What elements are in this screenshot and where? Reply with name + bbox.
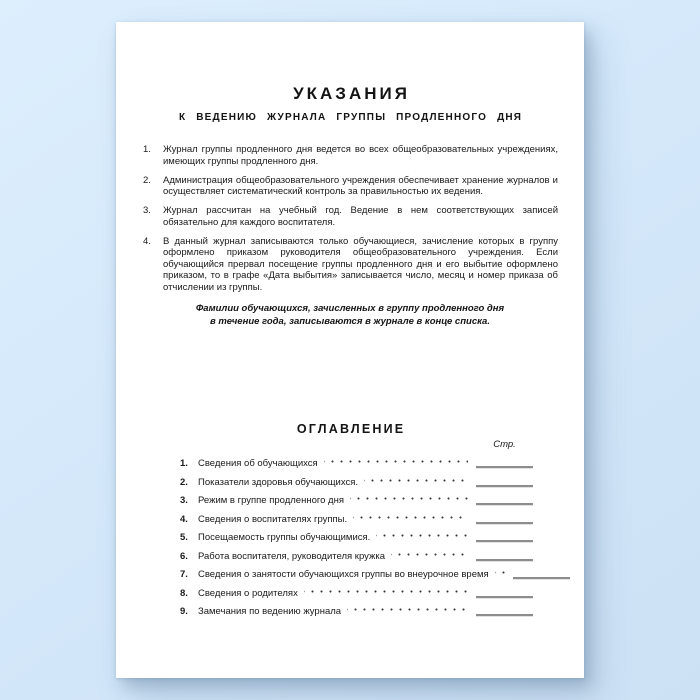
instruction-text: Администрация общеобразовательного учреждения обеспечивает хранение журналов и осуществляет систематический контроль за правильностью их ведения.	[163, 174, 558, 197]
instruction-number: 2.	[143, 174, 151, 186]
toc-item-number: 1.	[180, 458, 188, 469]
dotted-leader	[376, 531, 468, 540]
toc-item-label: Сведения о занятости обучающихся группы во внеурочное время	[198, 569, 489, 580]
toc-item-label: Сведения о воспитателях группы.	[198, 513, 348, 525]
toc-row	[180, 494, 533, 513]
toc-row	[180, 531, 533, 550]
dotted-leader	[391, 550, 468, 559]
enrollment-note	[116, 303, 584, 328]
toc-item-label: Сведения о родителях	[198, 587, 298, 599]
page-title: УКАЗАНИЯ	[293, 84, 410, 103]
instruction-number: 3.	[143, 205, 151, 216]
instruction-item	[143, 175, 558, 198]
instruction-item	[143, 236, 558, 294]
toc-row	[180, 587, 533, 606]
toc-row	[180, 513, 533, 532]
toc-item-number: 4.	[180, 513, 188, 525]
page-number-line	[476, 595, 533, 598]
document-page	[116, 22, 584, 678]
toc-item-label: Замечания по ведению журнала	[198, 606, 342, 617]
toc-item-number: 5.	[180, 532, 188, 543]
page-number-line	[476, 484, 533, 487]
instruction-item	[143, 205, 558, 228]
page-number-line	[476, 465, 533, 468]
toc-row	[180, 476, 533, 495]
page-number-line	[476, 558, 533, 561]
toc-row	[180, 568, 533, 587]
page-number-line	[476, 613, 533, 616]
toc-item-number: 3.	[180, 495, 188, 506]
toc-item-label: Режим в группе продленного дня	[198, 495, 344, 506]
page-number-line	[476, 521, 533, 524]
toc-item-label: Показатели здоровья обучающихся.	[198, 476, 359, 488]
instructions-list	[143, 144, 558, 293]
dotted-leader	[347, 605, 468, 614]
instruction-item	[143, 144, 558, 167]
toc-row	[180, 457, 533, 476]
dotted-leader	[353, 513, 468, 522]
page-number-line	[513, 576, 570, 579]
page-subtitle: К ВЕДЕНИЮ ЖУРНАЛА ГРУППЫ ПРОДЛЕННОГО ДНЯ	[178, 112, 523, 123]
instruction-text: Журнал рассчитан на учебный год. Ведение в нем соответствующих записей обязательно для каждого воспитателя.	[163, 205, 558, 228]
toc-page-column-row	[116, 439, 584, 451]
toc-list	[116, 457, 584, 624]
toc-heading: ОГЛАВЛЕНИЕ	[296, 422, 406, 436]
page-number-line	[476, 539, 533, 542]
toc-item-label: Посещаемость группы обучающимися.	[198, 532, 371, 543]
toc-item-number: 9.	[180, 606, 188, 617]
instruction-text: Журнал группы продленного дня ведется во всех общеобразовательных учреждениях, имеющих группы продленного дня.	[163, 144, 558, 167]
dotted-leader	[350, 494, 468, 503]
instruction-number: 4.	[143, 235, 151, 247]
dotted-leader	[495, 568, 505, 577]
toc-item-number: 6.	[180, 550, 188, 562]
toc-item-label: Сведения об обучающихся	[198, 458, 318, 469]
note-line: в течение года, записываются в журнале в конце списка.	[210, 315, 490, 327]
note-line: Фамилии обучающихся, зачисленных в группу продленного дня	[195, 303, 505, 314]
instruction-text: В данный журнал записываются только обучающиеся, зачисление которых в группу оформлено приказом руководителя общеобразовательного учреждения. Если обучающийся прервал посещение группы продленного дня и его выбытие оформлено приказом, то в графе «Дата выбытия» записывается число, месяц и номер приказа об отчислении из группы.	[163, 235, 558, 293]
toc-item-label: Работа воспитателя, руководителя кружка	[198, 550, 385, 562]
page-number-line	[476, 502, 533, 505]
dotted-leader	[324, 457, 468, 466]
toc-item-number: 8.	[180, 587, 188, 599]
dotted-leader	[364, 476, 468, 485]
toc-row	[180, 550, 533, 569]
toc-item-number: 7.	[180, 569, 188, 580]
dotted-leader	[304, 587, 468, 596]
toc-item-number: 2.	[180, 476, 188, 488]
instruction-number: 1.	[143, 144, 151, 155]
toc-row	[180, 605, 533, 624]
toc-page-column-label: Стр.	[493, 439, 516, 450]
